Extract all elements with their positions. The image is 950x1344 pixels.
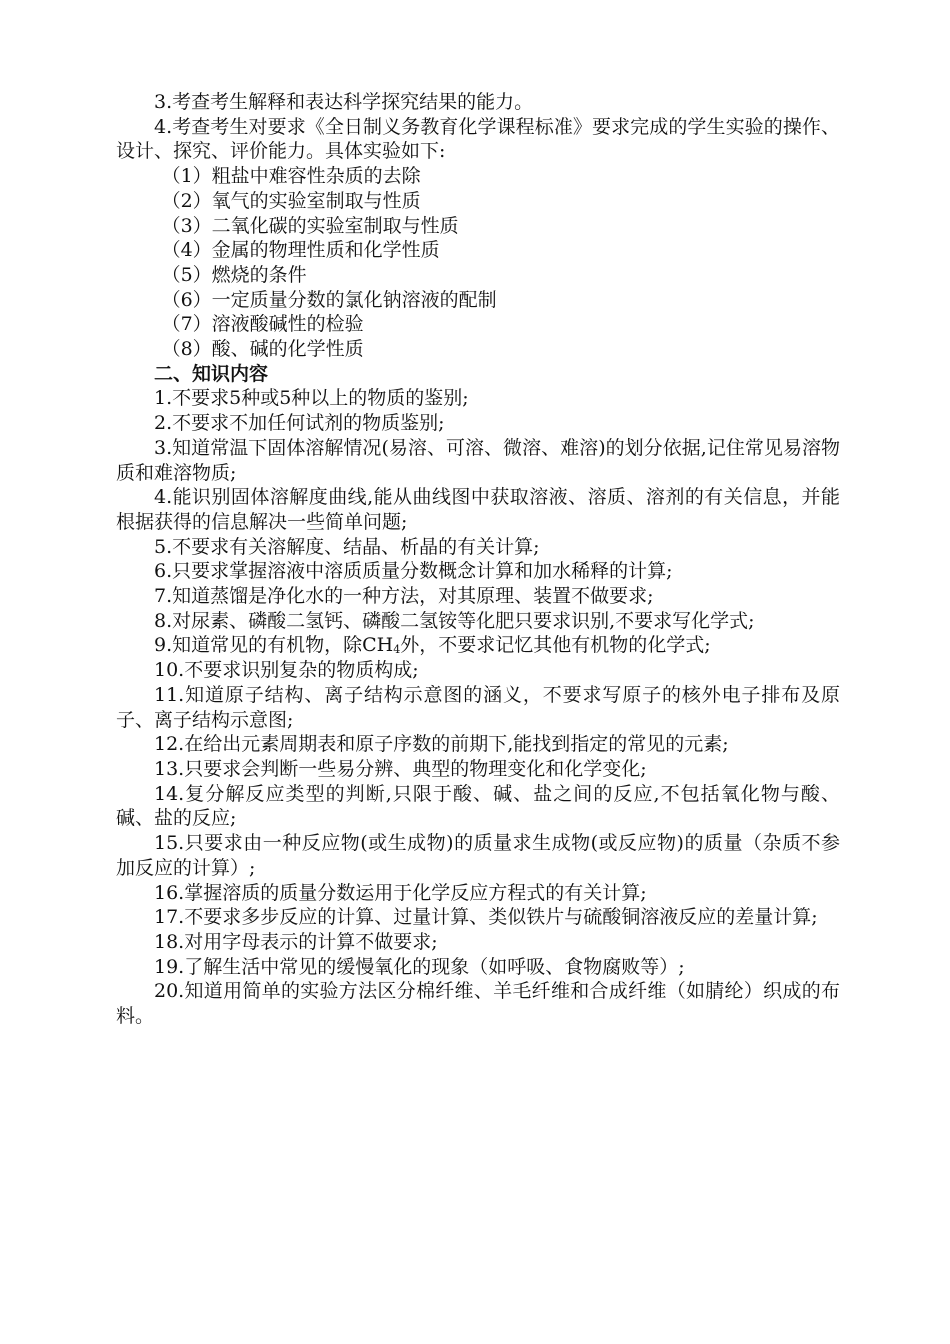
item9-subscript: 4 [393, 643, 401, 657]
knowledge-item: 8.对尿素、磷酸二氢钙、磷酸二氢铵等化肥只要求识别,不要求写化学式; [154, 609, 755, 632]
experiment-item: （4）金属的物理性质和化学性质 [161, 239, 440, 262]
knowledge-item: 19.了解生活中常见的缓慢氧化的现象（如呼吸、食物腐败等）; [154, 955, 685, 978]
knowledge-item: 5.不要求有关溶解度、结晶、析晶的有关计算; [154, 535, 540, 558]
document-page [116, 90, 840, 1029]
knowledge-item: 10.不要求识别复杂的物质构成; [154, 659, 419, 682]
knowledge-item: 4.能识别固体溶解度曲线,能从曲线图中获取溶液、溶质、溶剂的有关信息，并能根据获得的信息解决一些简单问题; [116, 486, 840, 533]
item9-text-pre: 9.知道常见的有机物，除CH [154, 634, 394, 657]
knowledge-item: 7.知道蒸馏是净化水的一种方法，对其原理、装置不做要求; [154, 585, 654, 608]
objective-item-3: 3.考查考生解释和表达科学探究结果的能力。 [154, 91, 534, 113]
knowledge-item: 12.在给出元素周期表和原子序数的前期下,能找到指定的常见的元素; [154, 733, 729, 756]
experiment-item: （8）酸、碱的化学性质 [161, 338, 364, 361]
knowledge-item: 20.知道用简单的实验方法区分棉纤维、羊毛纤维和合成纤维（如腈纶）织成的布料。 [116, 980, 840, 1028]
knowledge-item: 14.复分解反应类型的判断,只限于酸、碱、盐之间的反应,不包括氧化物与酸、碱、盐的反应; [116, 782, 840, 830]
experiment-item: （2）氧气的实验室制取与性质 [161, 189, 421, 212]
knowledge-item: 2.不要求不加任何试剂的物质鉴别; [154, 412, 445, 435]
experiment-item: （1）粗盐中难容性杂质的去除 [161, 165, 421, 188]
item9-text-post: 外，不要求记忆其他有机物的化学式; [400, 634, 711, 657]
knowledge-item: 6.只要求掌握溶液中溶质质量分数概念计算和加水稀释的计算; [154, 560, 673, 583]
objective-item-4: 4.考查考生对要求《全日制义务教育化学课程标准》要求完成的学生实验的操作、设计、探究、评价能力。具体实验如下: [116, 115, 840, 163]
knowledge-item: 17.不要求多步反应的计算、过量计算、类似铁片与硫酸铜溶液反应的差量计算; [154, 906, 818, 929]
experiment-item: （3）二氧化碳的实验室制取与性质 [161, 214, 459, 237]
experiment-item: （6）一定质量分数的氯化钠溶液的配制 [161, 288, 497, 311]
knowledge-item: 15.只要求由一种反应物(或生成物)的质量求生成物(或反应物)的质量（杂质不参加反应的计算）; [116, 832, 840, 879]
experiment-item: （5）燃烧的条件 [161, 263, 307, 286]
knowledge-item: 3.知道常温下固体溶解情况(易溶、可溶、微溶、难溶)的划分依据,记住常见易溶物质和难溶物质; [116, 436, 840, 484]
section-heading: 二、知识内容 [154, 362, 269, 385]
knowledge-item: 11.知道原子结构、离子结构示意图的涵义，不要求写原子的核外电子排布及原子、离子结构示意图; [116, 683, 840, 731]
experiment-item: （7）溶液酸碱性的检验 [161, 313, 364, 336]
knowledge-item: 1.不要求5种或5种以上的物质的鉴别; [154, 387, 469, 410]
knowledge-item: 16.掌握溶质的质量分数运用于化学反应方程式的有关计算; [154, 881, 647, 904]
knowledge-item: 13.只要求会判断一些易分辨、典型的物理变化和化学变化; [154, 757, 647, 780]
knowledge-item: 18.对用字母表示的计算不做要求; [154, 930, 438, 953]
knowledge-item-9 [116, 633, 840, 658]
